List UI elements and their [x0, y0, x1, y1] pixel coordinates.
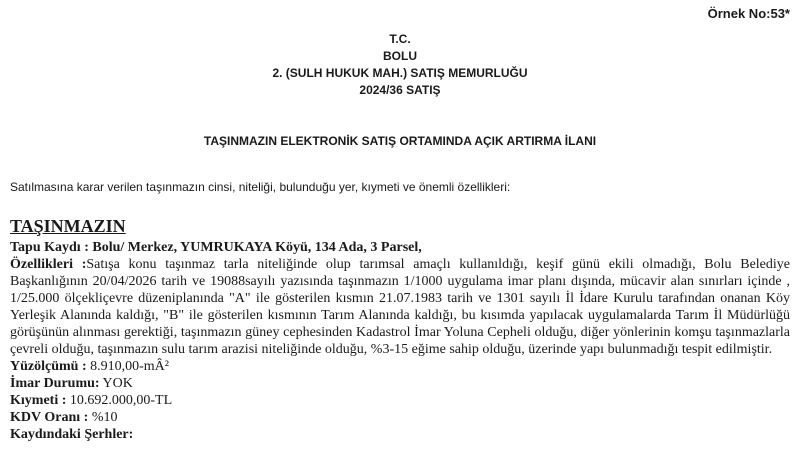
kiymeti-value: 10.692.000,00-TL: [66, 393, 173, 408]
property-details: [10, 239, 790, 443]
section-title: TAŞINMAZIN: [10, 216, 126, 236]
notice-title: TAŞINMAZIN ELEKTRONİK SATIŞ ORTAMINDA AÇIK ARTIRMA İLANI: [203, 134, 597, 148]
kdv-orani-value: %10: [88, 410, 118, 425]
kdv-orani: [10, 409, 790, 426]
ozellikleri-text: Satışa konu taşınmaz tarla niteliğinde olup tarımsal amaçlı kullanıldığı, keşif günü ekili olmadığı, Bolu Belediye Başkanlığının 20/04/2026 tarih ve 19088sayılı yazısında taşınmazın 1/1000 uygulama imar planı dışında, mücavir alan sınırları içinde , 1/25.000 ölçekliçevre düzeniplanında "A" ile gösterilen kısmın 21.07.1983 tarih ve 1301 sayılı İl İdare Kurulu tarafından onanan Köy Yerleşik Alanında kaldığı, "B" ile gösterilen kısmının Tarım Alanında kaldığı, bu kısımda yapılacak uygulamalarda Tarım İl Müdürlüğü görüşünün alınması gerektiği, taşınmazın güney cephesinden Kadastrol İmar Yoluna Cepheli olduğu, diğer yönlerinin komşu taşınmazlarla çevreli olduğu, taşınmazın sulu tarım arazisi niteliğinde olduğu, %3-15 eğime sahip olduğu, üzerinde yapı bulunmadığı tespit edilmiştir.: [10, 257, 790, 357]
yuzolcumu: [10, 358, 790, 375]
tapu-kaydi: [10, 239, 790, 256]
document-header: [0, 31, 800, 99]
kayittaki-serhler: [10, 426, 790, 443]
kiymeti: [10, 392, 790, 409]
imar-durumu: [10, 375, 790, 392]
header-line-case: 2024/36 SATIŞ: [359, 83, 441, 97]
intro-text: Satılmasına karar verilen taşınmazın cinsi, niteliği, bulunduğu yer, kıymeti ve önemli özellikleri:: [10, 180, 511, 194]
yuzolcumu-label: Yüzölçümü :: [10, 359, 87, 374]
ozellikleri-label: Özellikleri :: [10, 257, 87, 272]
header-line-city: BOLU: [383, 49, 417, 63]
tapu-kaydi-text: Tapu Kaydı : Bolu/ Merkez, YUMRUKAYA Köyü, 134 Ada, 3 Parsel,: [10, 240, 422, 255]
kiymeti-label: Kıymeti :: [10, 393, 67, 408]
kayittaki-serhler-label: Kaydındaki Şerhler:: [10, 427, 134, 442]
yuzolcumu-value: 8.910,00-mÂ²: [86, 359, 169, 374]
imar-durumu-value: YOK: [99, 376, 133, 391]
form-number: Örnek No:53*: [707, 6, 790, 21]
imar-durumu-label: İmar Durumu:: [10, 376, 100, 391]
ozellikleri: [10, 256, 790, 358]
kdv-orani-label: KDV Oranı :: [10, 410, 89, 425]
header-line-tc: T.C.: [389, 32, 411, 46]
header-line-office: 2. (SULH HUKUK MAH.) SATIŞ MEMURLUĞU: [272, 66, 528, 80]
